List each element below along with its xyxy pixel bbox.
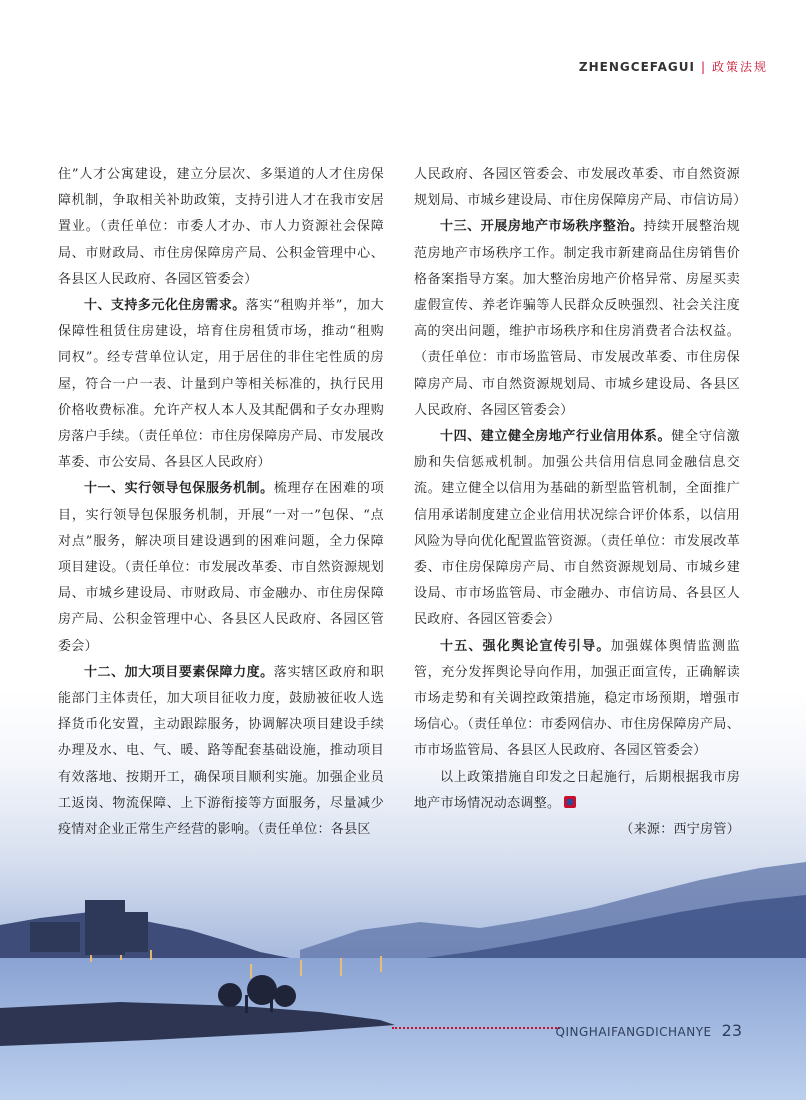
paragraph-closing xyxy=(414,765,740,817)
item-heading: 十五、强化舆论宣传引导。 xyxy=(440,638,611,654)
header-divider: | xyxy=(700,59,706,74)
section-title-en: ZHENGCEFAGUI xyxy=(578,59,695,74)
paragraph-continuation: 人民政府、各园区管委会、市发展改革委、市自然资源规划局、市城乡建设局、市住房保障房产局、市信访局） xyxy=(414,167,747,209)
item-heading: 十二、加大项目要素保障力度。 xyxy=(84,664,274,680)
paragraph-item-10 xyxy=(58,293,384,476)
paragraph-item-12 xyxy=(58,660,384,843)
item-body: 落实辖区政府和职能部门主体责任，加大项目征收力度，鼓励被征收人选择货币化安置，主动跟踪服务，协调解决项目建设手续办理及水、电、气、暖、路等配套基础设施，推动项目有效落地、按期开工，确保项目顺利实施。加强企业员工返岗、物流保障、上下游衔接等方面服务，尽量减少疫情对企业正常生产经营的影响。（责任单位：各县区 xyxy=(58,664,384,838)
item-heading: 十、支持多元化住房需求。 xyxy=(84,298,246,314)
paragraph-item-13 xyxy=(414,214,740,424)
item-body: 落实“租购并举”，加大保障性租赁住房建设，培育住房租赁市场，推动“租购同权”。经专营单位认定，用于居住的非住宅性质的房屋，符合一户一表、计量到户等相关标准的，执行民用价格收费标准。允许产权人本人及其配偶和子女办理购房落户手续。（责任单位：市住房保障房产局、市发展改革委、市公安局、各县区人民政府） xyxy=(58,298,385,471)
paragraph-continuation: 住”人才公寓建设，建立分层次、多渠道的人才住房保障机制，争取相关补助政策，支持引进人才在我市安居置业。（责任单位：市委人才办、市人力资源社会保障局、市财政局、市住房保障房产局、公积金管理中心、各县区人民政府、各园区管委会） xyxy=(58,167,384,287)
left-column xyxy=(58,162,384,843)
item-heading: 十三、开展房地产市场秩序整治。 xyxy=(440,219,644,235)
closing-text: 以上政策措施自印发之日起施行，后期根据我市房地产市场情况动态调整。 xyxy=(414,769,740,811)
item-heading: 十一、实行领导包保服务机制。 xyxy=(84,481,274,497)
running-header xyxy=(579,58,768,75)
publication-name: QINGHAIFANGDICHANYE xyxy=(555,1025,712,1039)
source-credit: （来源：西宁房管） xyxy=(620,822,740,838)
item-body: 健全守信激励和失信惩戒机制。加强公共信用信息同金融信息交流。建立健全以信用为基础的新型监管机制，全面推广信用承诺制度建立企业信用状况综合评价体系，以信用风险为导向优化配置监管资源。（责任单位：市发展改革委、市住房保障房产局、市自然资源规划局、市城乡建设局、市市场监管局、市金融办、市信访局、各县区人民政府、各园区管委会） xyxy=(414,429,741,628)
section-title-cn: 政策法规 xyxy=(711,60,768,74)
page-number: 23 xyxy=(721,1021,742,1040)
paragraph-item-11 xyxy=(58,476,384,659)
paragraph-item-14 xyxy=(414,424,740,634)
page-footer xyxy=(556,1021,742,1040)
paragraph-item-15 xyxy=(414,634,740,765)
item-body: 加强媒体舆情监测监管，充分发挥舆论导向作用，加强正面宣传，正确解读市场走势和有关调控政策措施，稳定市场预期，增强市场信心。（责任单位：市委网信办、市住房保障房产局、市市场监管局、各县区人民政府、各园区管委会） xyxy=(414,638,741,759)
footer-dotted-rule xyxy=(392,1027,560,1029)
item-body: 梳理存在困难的项目，实行领导包保服务机制，开展“一对一”包保、“点对点”服务，解决项目建设遇到的困难问题，全力保障项目建设。（责任单位：市发展改革委、市自然资源规划局、市城乡建设局、市财政局、市金融办、市住房保障房产局、公积金管理中心、各县区人民政府、各园区管委会） xyxy=(58,481,385,654)
item-body: 持续开展整治规范房地产市场秩序工作。制定我市新建商品住房销售价格备案指导方案。加大整治房地产价格异常、房屋买卖虚假宣传、养老诈骗等人民群众反映强烈、社会关注度高的突出问题，维护市场秩序和住房消费者合法权益。（责任单位：市市场监管局、市发展改革委、市住房保障房产局、市自然资源规划局、市城乡建设局、各县区人民政府、各园区管委会） xyxy=(414,219,740,418)
right-column xyxy=(414,162,747,843)
end-mark-icon xyxy=(564,796,576,808)
item-heading: 十四、建立健全房地产行业信用体系。 xyxy=(440,429,672,445)
